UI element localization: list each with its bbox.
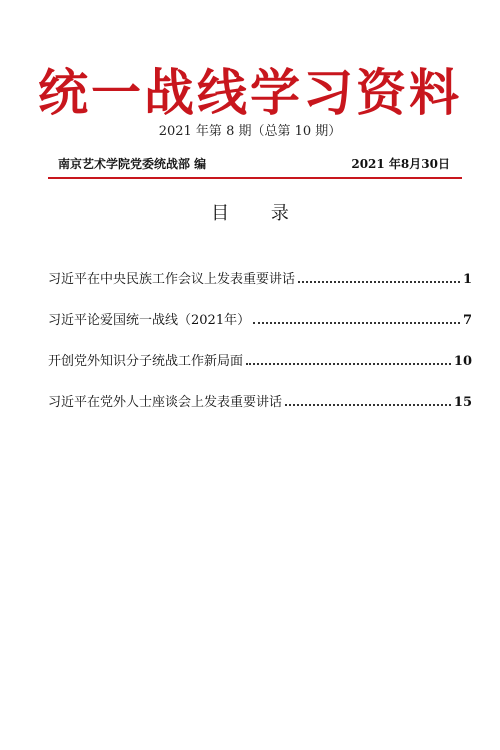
toc-entry-page: 1: [462, 272, 472, 287]
table-of-contents: [48, 270, 472, 434]
dot-leader: [298, 281, 460, 283]
toc-entry-3[interactable]: [48, 352, 472, 372]
toc-entry-4[interactable]: [48, 393, 472, 413]
toc-entry-page: 15: [453, 395, 472, 410]
toc-entry-title: 习近平在党外人士座谈会上发表重要讲话: [48, 395, 283, 410]
toc-heading: 目 录: [211, 203, 307, 224]
dot-leader: [253, 322, 460, 324]
document-title: 统一战线学习资料: [38, 63, 462, 122]
header-divider: [48, 177, 462, 179]
toc-entry-page: 10: [453, 354, 472, 369]
publication-date: 2021 年8月30日: [351, 157, 450, 171]
toc-entry-title: 习近平在中央民族工作会议上发表重要讲话: [48, 272, 296, 287]
toc-entry-title: 开创党外知识分子统战工作新局面: [48, 354, 244, 369]
editor-line: 南京艺术学院党委统战部 编: [58, 157, 207, 171]
toc-entry-title: 习近平论爱国统一战线（2021年）: [48, 313, 251, 328]
dot-leader: [285, 404, 451, 406]
dot-leader: [246, 363, 451, 365]
toc-entry-1[interactable]: [48, 270, 472, 290]
toc-entry-2[interactable]: [48, 311, 472, 331]
toc-entry-page: 7: [462, 313, 472, 328]
issue-number: 2021 年第 8 期（总第 10 期）: [158, 124, 342, 139]
meta-row: [58, 155, 450, 173]
